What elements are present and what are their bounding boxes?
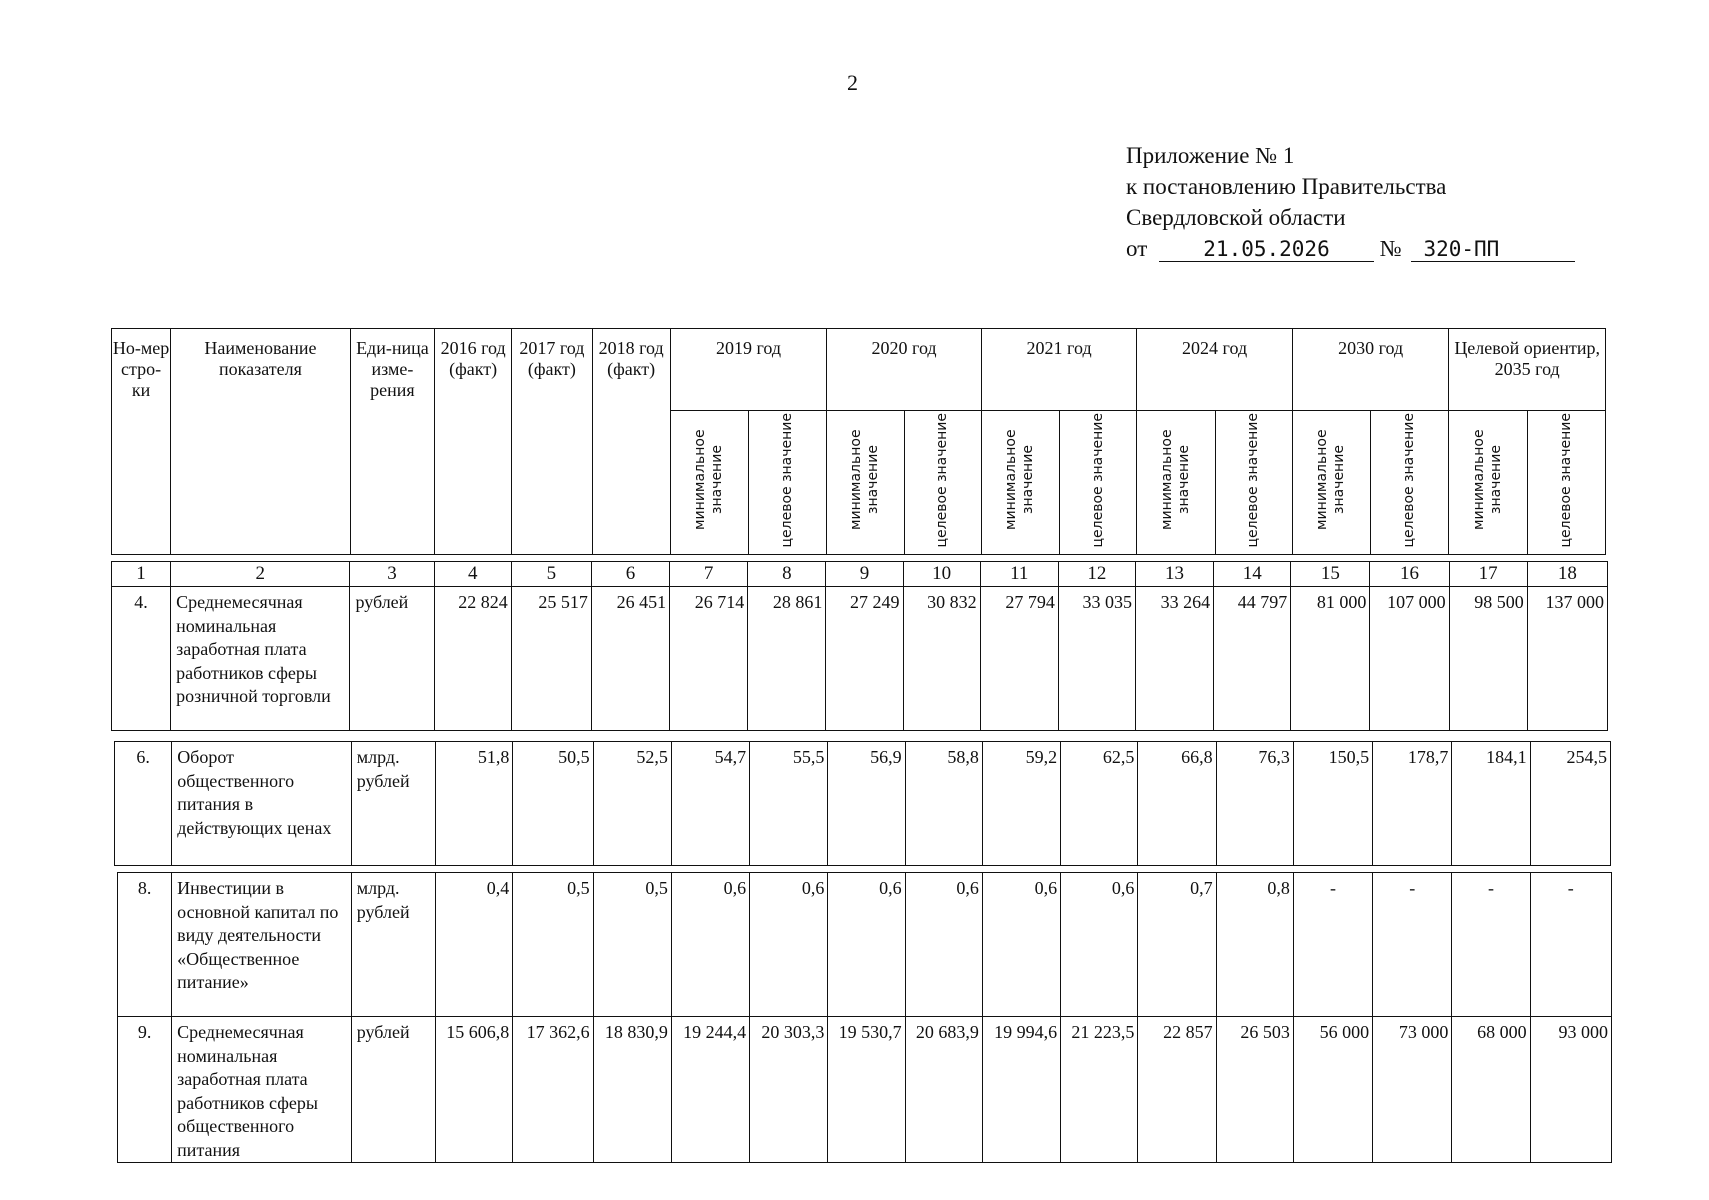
column-number: 8 [748,562,826,587]
unit: млрд. рублей [351,873,435,1017]
value-cell: 150,5 [1293,742,1372,866]
column-number: 1 [112,562,171,587]
column-number: 4 [434,562,511,587]
column-number: 3 [350,562,434,587]
value-cell: 93 000 [1530,1017,1611,1163]
value-cell: 66,8 [1138,742,1216,866]
value-cell: 0,6 [750,873,828,1017]
column-number: 18 [1527,562,1607,587]
from-label: от [1126,236,1148,261]
indicator-name: Среднемесячная номинальная заработная плата работников сферы общественного питания [172,1017,352,1163]
header-2018: 2018 год (факт) [592,329,670,555]
value-cell: 18 830,9 [593,1017,671,1163]
column-number: 14 [1214,562,1291,587]
header-min-value: минимальное значение [827,411,904,555]
value-cell: 33 035 [1058,587,1135,731]
value-cell: 254,5 [1530,742,1610,866]
value-cell: 33 264 [1135,587,1213,731]
value-cell: 20 683,9 [905,1017,982,1163]
column-number: 10 [903,562,980,587]
value-cell: 51,8 [436,742,513,866]
header-target-value: целевое значение [1371,411,1449,555]
header-indicator-name: Наименование показателя [171,329,351,555]
data-block-row-4 [111,586,1608,731]
value-cell: 0,5 [593,873,671,1017]
appendix-title: Приложение № 1 [1126,143,1295,168]
table-row [118,873,1612,1017]
value-cell: 59,2 [982,742,1060,866]
indicator-name: Оборот общественного питания в действующих ценах [172,742,352,866]
header-2017: 2017 год (факт) [512,329,592,555]
row-number: 6. [115,742,172,866]
value-cell: 56 000 [1293,1017,1372,1163]
value-cell: 28 861 [748,587,826,731]
value-cell: 58,8 [905,742,982,866]
column-numbers-row [111,561,1608,587]
value-cell: 76,3 [1216,742,1293,866]
value-cell: 25 517 [511,587,591,731]
indicator-name: Инвестиции в основной капитал по виду деятельности «Общественное питание» [172,873,352,1017]
value-cell: - [1293,873,1372,1017]
row-number: 9. [118,1017,172,1163]
value-cell: 17 362,6 [513,1017,593,1163]
row-number: 4. [112,587,171,731]
table-row [112,587,1608,731]
value-cell: 68 000 [1452,1017,1530,1163]
column-number: 13 [1135,562,1213,587]
unit: рублей [350,587,434,731]
table-header [111,328,1606,555]
row-number: 8. [118,873,172,1017]
value-cell: 27 794 [980,587,1058,731]
header-min-value: минимальное значение [1292,411,1370,555]
value-cell: 0,5 [513,873,593,1017]
column-number: 9 [826,562,903,587]
value-cell: 44 797 [1214,587,1291,731]
header-min-value: минимальное значение [670,411,748,555]
value-cell: 22 824 [434,587,511,731]
column-number: 2 [171,562,350,587]
value-cell: 0,6 [905,873,982,1017]
value-cell: 19 530,7 [828,1017,905,1163]
header-row-number: Но-мер стро-ки [112,329,171,555]
header-min-value: минимальное значение [981,411,1059,555]
value-cell: 0,4 [436,873,513,1017]
value-cell: 19 244,4 [671,1017,749,1163]
header-2019: 2019 год [670,329,827,411]
appendix-date-line [1126,233,1575,264]
value-cell: 22 857 [1138,1017,1216,1163]
value-cell: - [1373,873,1452,1017]
value-cell: 27 249 [826,587,903,731]
value-cell: 73 000 [1373,1017,1452,1163]
header-2016: 2016 год (факт) [435,329,512,555]
value-cell: 26 714 [670,587,748,731]
value-cell: 98 500 [1449,587,1527,731]
header-target-value: целевое значение [749,411,827,555]
value-cell: - [1452,873,1530,1017]
value-cell: 81 000 [1291,587,1370,731]
value-cell: 26 503 [1216,1017,1293,1163]
value-cell: 107 000 [1370,587,1449,731]
header-2024: 2024 год [1137,329,1293,411]
value-cell: 0,6 [828,873,905,1017]
value-cell: - [1530,873,1611,1017]
column-number: 15 [1291,562,1370,587]
header-target-2035: Целевой ориентир, 2035 год [1449,329,1606,411]
value-cell: 0,8 [1216,873,1293,1017]
data-block-rows-8-9 [117,872,1612,1163]
appendix-stamp [1126,140,1575,264]
value-cell: 56,9 [828,742,905,866]
resolution-number: 320-ПП [1411,237,1575,262]
column-number: 17 [1449,562,1527,587]
table-row [115,742,1611,866]
value-cell: 0,6 [1061,873,1138,1017]
column-number: 7 [670,562,748,587]
appendix-line-2: к постановлению Правительства [1126,174,1447,199]
header-2021: 2021 год [981,329,1137,411]
unit: млрд. рублей [351,742,435,866]
value-cell: 62,5 [1061,742,1138,866]
page-number: 2 [847,70,858,95]
indicator-name: Среднемесячная номинальная заработная плата работников сферы розничной торговли [171,587,350,731]
value-cell: 0,6 [671,873,749,1017]
value-cell: 52,5 [593,742,671,866]
value-cell: 20 303,3 [750,1017,828,1163]
header-2020: 2020 год [827,329,982,411]
value-cell: 0,7 [1138,873,1216,1017]
value-cell: 26 451 [591,587,669,731]
column-number: 16 [1370,562,1449,587]
value-cell: 30 832 [903,587,980,731]
value-cell: 137 000 [1527,587,1607,731]
resolution-date: 21.05.2026 [1159,237,1374,262]
value-cell: 0,6 [982,873,1060,1017]
column-number: 12 [1058,562,1135,587]
table-row [118,1017,1612,1163]
column-number: 11 [980,562,1058,587]
header-2030: 2030 год [1292,329,1449,411]
value-cell: 19 994,6 [982,1017,1060,1163]
column-number: 6 [591,562,669,587]
value-cell: 21 223,5 [1061,1017,1138,1163]
data-block-row-6 [114,741,1611,866]
value-cell: 184,1 [1452,742,1530,866]
value-cell: 15 606,8 [436,1017,513,1163]
value-cell: 55,5 [750,742,828,866]
header-target-value: целевое значение [1060,411,1137,555]
header-unit: Еди-ница изме-рения [350,329,434,555]
number-label: № [1379,236,1402,261]
header-target-value: целевое значение [1215,411,1292,555]
unit: рублей [351,1017,435,1163]
header-min-value: минимальное значение [1449,411,1527,555]
header-target-value: целевое значение [904,411,981,555]
value-cell: 50,5 [513,742,593,866]
header-target-value: целевое значение [1527,411,1605,555]
value-cell: 54,7 [671,742,749,866]
column-number: 5 [511,562,591,587]
appendix-line-3: Свердловской области [1126,205,1346,230]
value-cell: 178,7 [1373,742,1452,866]
header-min-value: минимальное значение [1137,411,1215,555]
